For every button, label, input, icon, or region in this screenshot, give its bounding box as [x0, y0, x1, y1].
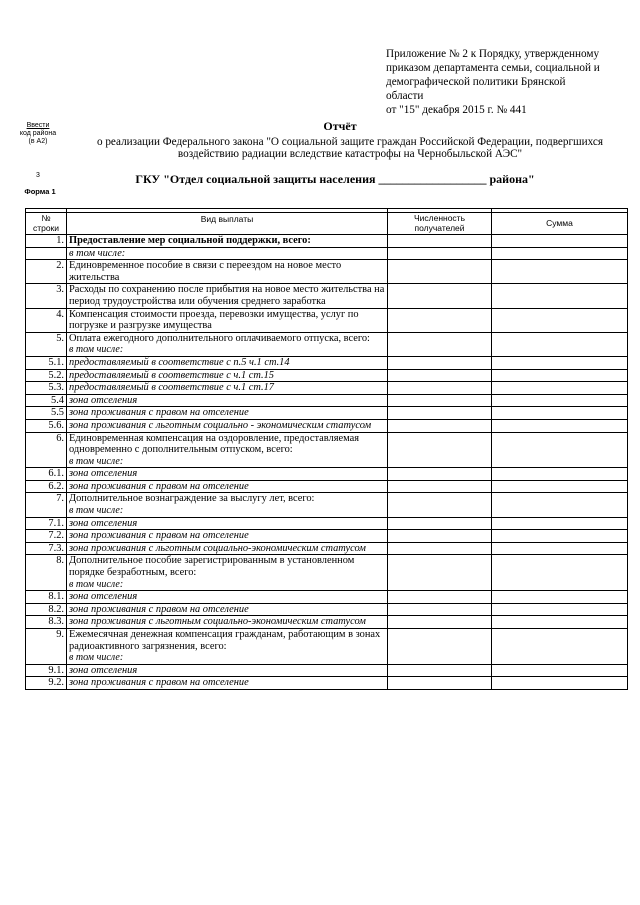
payment-kind-text: Ежемесячная денежная компенсация гражданам, работающим в зонах радиоактивного загрязнения, всего: [69, 629, 381, 652]
recipients-count-cell[interactable] [388, 235, 492, 248]
sum-cell[interactable] [492, 616, 628, 629]
table-header [26, 213, 628, 235]
report-title: Отчёт [323, 119, 357, 133]
recipients-count-cell[interactable] [388, 468, 492, 481]
sum-cell[interactable] [492, 591, 628, 604]
table-row [26, 419, 628, 432]
payment-kind-cell [67, 629, 388, 665]
recipients-count-cell[interactable] [388, 664, 492, 677]
sum-cell[interactable] [492, 332, 628, 356]
table-row [26, 629, 628, 665]
recipients-count-cell[interactable] [388, 332, 492, 356]
sum-cell[interactable] [492, 419, 628, 432]
recipients-count-cell[interactable] [388, 616, 492, 629]
side-code-note: (в А2) [28, 138, 48, 145]
payment-kind-cell [67, 616, 388, 629]
payment-kind-text: зона отселения [69, 664, 138, 676]
side-three: 3 [36, 172, 40, 179]
appendix-line: Приложение № 2 к Порядку, утвержденному [386, 48, 600, 60]
row-number: 7.2. [26, 530, 67, 543]
row-number: 5.1. [26, 356, 67, 369]
header-sum: Сумма [492, 213, 628, 235]
sum-cell[interactable] [492, 542, 628, 555]
payment-kind-text: зона проживания с правом на отселение [69, 480, 249, 492]
payment-kind-cell [67, 603, 388, 616]
recipients-count-cell[interactable] [388, 356, 492, 369]
recipients-count-cell[interactable] [388, 480, 492, 493]
row-number: 8.2. [26, 603, 67, 616]
sum-cell[interactable] [492, 382, 628, 395]
form-label: Форма 1 [24, 187, 56, 196]
recipients-count-cell[interactable] [388, 677, 492, 690]
recipients-count-cell[interactable] [388, 369, 492, 382]
payment-kind-cell [67, 235, 388, 248]
payment-kind-text: зона отселения [69, 517, 138, 529]
payment-kind-cell [67, 517, 388, 530]
payment-kind-cell [67, 356, 388, 369]
sum-cell[interactable] [492, 369, 628, 382]
row-number: 1. [26, 235, 67, 248]
row-number: 6.2. [26, 480, 67, 493]
sum-cell[interactable] [492, 394, 628, 407]
payment-kind-text: зона отселения [69, 468, 138, 480]
table-row [26, 542, 628, 555]
recipients-count-cell[interactable] [388, 493, 492, 517]
row-number: 9.1. [26, 664, 67, 677]
row-number: 9.2. [26, 677, 67, 690]
payment-kind-cell [67, 664, 388, 677]
payment-kind-cell [67, 369, 388, 382]
row-number: 5.3. [26, 382, 67, 395]
payment-kind-text: зона проживания с правом на отселение [69, 530, 249, 542]
table-row [26, 332, 628, 356]
appendix-line: приказом департамента семьи, социальной и [386, 62, 600, 74]
row-number: 4. [26, 308, 67, 332]
table-row [26, 235, 628, 248]
payment-kind-text: Единовременное пособие в связи с переездом на новое место жительства [69, 260, 342, 283]
payment-kind-text: Компенсация стоимости проезда, перевозки имущества, услуг по погрузке и разгрузке имущества [69, 308, 359, 332]
table-row [26, 308, 628, 332]
payment-kind-cell [67, 332, 388, 356]
table-row [26, 480, 628, 493]
table-row [26, 432, 628, 468]
table-row [26, 616, 628, 629]
payment-kind-text: зона проживания с льготным социально-экономическим статусом [69, 616, 366, 628]
sum-cell[interactable] [492, 664, 628, 677]
row-number: 8.1. [26, 591, 67, 604]
row-number: 6.1. [26, 468, 67, 481]
recipients-count-cell[interactable] [388, 260, 492, 284]
recipients-count-cell[interactable] [388, 555, 492, 591]
payment-kind-cell [67, 530, 388, 543]
row-number: 7. [26, 493, 67, 517]
payment-kind-text: зона проживания с правом на отселение [69, 677, 249, 689]
payment-kind-text: Единовременная компенсация на оздоровление, предоставляемая одновременно с дополнительным отпуском, всего: [69, 432, 359, 456]
table-row [26, 493, 628, 517]
sum-cell[interactable] [492, 260, 628, 284]
payment-kind-text: зона отселения [69, 394, 138, 406]
table-row [26, 603, 628, 616]
including-label: в том числе: [69, 344, 124, 356]
payment-kind-text: зона проживания с правом на отселение [69, 407, 249, 419]
table-row [26, 394, 628, 407]
payment-kind-text: предоставляемый в соответствие с ч.1 ст.15 [69, 369, 274, 381]
table-body [26, 235, 628, 690]
sum-cell[interactable] [492, 308, 628, 332]
sum-cell[interactable] [492, 517, 628, 530]
sum-cell[interactable] [492, 407, 628, 420]
recipients-count-cell[interactable] [388, 382, 492, 395]
table-row [26, 664, 628, 677]
sum-cell[interactable] [492, 480, 628, 493]
row-number: 7.1. [26, 517, 67, 530]
recipients-count-cell[interactable] [388, 419, 492, 432]
appendix-line: от "15" декабря 2015 г. № 441 [386, 104, 527, 116]
payment-kind-cell [67, 480, 388, 493]
payment-kind-text: Дополнительное пособие зарегистрированным в установленном порядке безработным, всего: [69, 555, 355, 579]
table-row [26, 356, 628, 369]
appendix-line: области [386, 90, 424, 102]
payment-kind-cell [67, 493, 388, 517]
payment-kind-text: Дополнительное вознаграждение за выслугу лет, всего: [69, 493, 315, 505]
row-number: 5.6. [26, 419, 67, 432]
payment-kind-cell [67, 260, 388, 284]
recipients-count-cell[interactable] [388, 530, 492, 543]
sum-cell[interactable] [492, 629, 628, 665]
payment-kind-cell [67, 247, 388, 260]
recipients-count-cell[interactable] [388, 591, 492, 604]
sum-cell[interactable] [492, 235, 628, 248]
payment-kind-text: в том числе: [69, 247, 126, 259]
table-row [26, 382, 628, 395]
row-number: 3. [26, 284, 67, 308]
recipients-count-cell[interactable] [388, 407, 492, 420]
recipients-count-cell[interactable] [388, 629, 492, 665]
payment-kind-cell [67, 542, 388, 555]
organization-line: ГКУ "Отдел социальной защиты населения __________________ района" [135, 172, 535, 186]
payment-kind-cell [67, 394, 388, 407]
payment-kind-text: зона проживания с льготным социально-экономическим статусом [69, 542, 366, 554]
sum-cell[interactable] [492, 530, 628, 543]
sum-cell[interactable] [492, 677, 628, 690]
including-label: в том числе: [69, 652, 124, 664]
payment-kind-cell [67, 677, 388, 690]
payment-kind-cell [67, 555, 388, 591]
payment-kind-text: зона отселения [69, 591, 138, 603]
including-label: в том числе: [69, 505, 124, 517]
including-label: в том числе: [69, 578, 124, 590]
sum-cell[interactable] [492, 493, 628, 517]
table-row [26, 591, 628, 604]
table-row [26, 247, 628, 260]
table-row [26, 517, 628, 530]
table-row [26, 260, 628, 284]
recipients-count-cell[interactable] [388, 394, 492, 407]
payment-kind-text: Предоставление мер социальной поддержки, всего: [69, 235, 311, 246]
recipients-count-cell[interactable] [388, 247, 492, 260]
sum-cell[interactable] [492, 432, 628, 468]
payment-kind-cell [67, 432, 388, 468]
payment-kind-cell [67, 419, 388, 432]
recipients-count-cell[interactable] [388, 542, 492, 555]
payment-kind-text: Расходы по сохранению после прибытия на новое место жительства на период трудоустройства или обучения среднего заработка [69, 284, 385, 307]
row-number: 9. [26, 629, 67, 665]
side-code: код района [19, 130, 57, 137]
recipients-count-cell[interactable] [388, 517, 492, 530]
side-enter: Ввести [26, 122, 50, 129]
sum-cell[interactable] [492, 603, 628, 616]
row-number: 5.4 [26, 394, 67, 407]
table-row [26, 468, 628, 481]
row-number: 8.3. [26, 616, 67, 629]
payment-kind-text: Оплата ежегодного дополнительного оплачиваемого отпуска, всего: [69, 332, 370, 344]
header-recipients-count: Численность получателей [388, 213, 492, 235]
recipients-count-cell[interactable] [388, 603, 492, 616]
table-row [26, 284, 628, 308]
recipients-count-cell[interactable] [388, 284, 492, 308]
table-row [26, 677, 628, 690]
row-number: 5.2. [26, 369, 67, 382]
row-number [26, 247, 67, 260]
row-number: 7.3. [26, 542, 67, 555]
row-number: 5. [26, 332, 67, 356]
report-subtitle: о реализации Федерального закона "О социальной защите граждан Российской Федерации, подвергшихся воздействию радиации вследствие катастрофы на Чернобыльской АЭС" [96, 136, 604, 160]
row-number: 5.5 [26, 407, 67, 420]
appendix-note [386, 47, 626, 117]
table-row [26, 369, 628, 382]
payment-kind-cell [67, 468, 388, 481]
including-label: в том числе: [69, 455, 124, 467]
payment-kind-text: предоставляемый в соответствие с ч.1 ст.17 [69, 382, 274, 394]
recipients-count-cell[interactable] [388, 432, 492, 468]
appendix-line: демографической политики Брянской [386, 76, 566, 88]
payment-kind-text: предоставляемый в соответствие с п.5 ч.1 ст.14 [69, 356, 290, 368]
table-row [26, 530, 628, 543]
payment-kind-cell [67, 407, 388, 420]
sum-cell[interactable] [492, 356, 628, 369]
sum-cell[interactable] [492, 247, 628, 260]
side-enter-code [18, 122, 58, 146]
payment-kind-cell [67, 382, 388, 395]
header-row-number: № строки [26, 213, 67, 235]
payment-kind-text: зона проживания с льготным социально - экономическим статусом [69, 419, 372, 431]
row-number: 6. [26, 432, 67, 468]
payment-kind-cell [67, 308, 388, 332]
table-row [26, 555, 628, 591]
payment-kind-cell [67, 284, 388, 308]
payments-table [25, 208, 628, 690]
sum-cell[interactable] [492, 468, 628, 481]
sum-cell[interactable] [492, 555, 628, 591]
payment-kind-text: зона проживания с правом на отселение [69, 603, 249, 615]
sum-cell[interactable] [492, 284, 628, 308]
row-number: 2. [26, 260, 67, 284]
row-number: 8. [26, 555, 67, 591]
recipients-count-cell[interactable] [388, 308, 492, 332]
table-row [26, 407, 628, 420]
payment-kind-cell [67, 591, 388, 604]
header-payment-kind: Вид выплаты [67, 213, 388, 235]
